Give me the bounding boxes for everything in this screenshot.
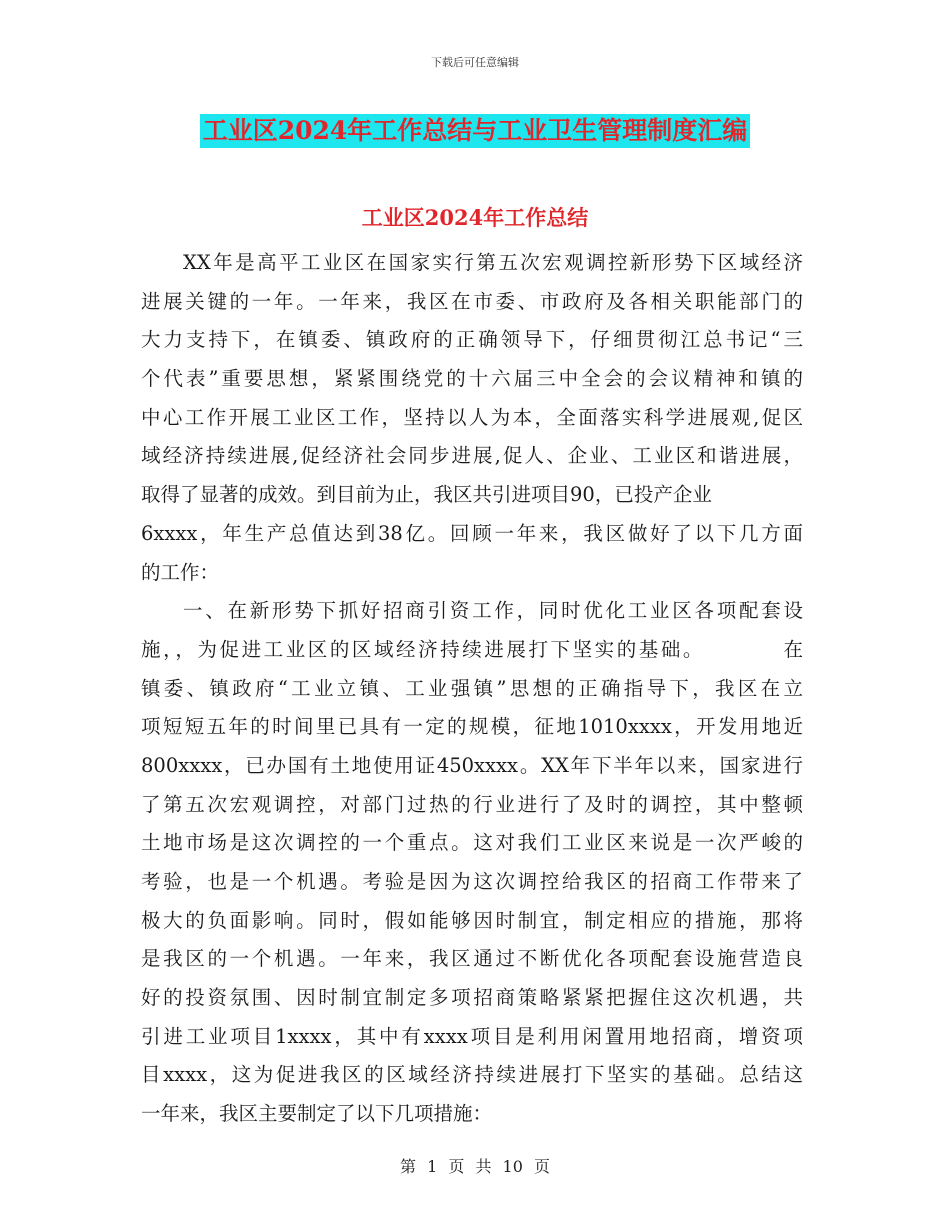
paragraph-line: 引进工业项目1xxxx，其中有xxxx项目是利用闲置用地招商，增资项 — [141, 1024, 803, 1048]
paragraph-line: 800xxxx，已办国有土地使用证450xxxx。XX年下半年以来，国家进行 — [141, 753, 803, 777]
paragraph-line: 大力支持下，在镇委、镇政府的正确领导下，仔细贯彻江总书记“三 — [141, 328, 803, 352]
paragraph-line: 镇委、镇政府“工业立镇、工业强镇”思想的正确指导下，我区在立 — [141, 676, 803, 700]
paragraph-line: 了第五次宏观调控，对部门过热的行业进行了及时的调控，其中整顿 — [141, 792, 803, 816]
paragraph-line: 极大的负面影响。同时，假如能够因时制宜，制定相应的措施，那将 — [141, 908, 803, 932]
paragraph-line: 项短短五年的时间里已具有一定的规模，征地1010xxxx，开发用地近 — [141, 715, 803, 739]
paragraph-line: 的工作： — [141, 560, 220, 584]
paragraph-line: 个代表”重要思想，紧紧围绕党的十六届三中全会的会议精神和镇的 — [141, 367, 803, 391]
body-text — [141, 244, 803, 1134]
paragraph-line: XX年是高平工业区在国家实行第五次宏观调控新形势下区域经济 — [183, 251, 803, 274]
header-note: 下载后可任意编辑 — [431, 56, 519, 69]
paragraph-line: 6xxxx，年生产总值达到38亿。回顾一年来，我区做好了以下几方面 — [141, 521, 803, 545]
paragraph-line: 取得了显著的成效。到目前为止，我区共引进项目90，已投产企业 — [141, 483, 712, 507]
paragraph-line: 一年来，我区主要制定了以下几项措施： — [141, 1102, 493, 1126]
paragraph-line: 好的投资氛围、因时制宜制定多项招商策略紧紧把握住这次机遇，共 — [141, 986, 803, 1010]
paragraph-line: 考验，也是一个机遇。考验是因为这次调控给我区的招商工作带来了 — [141, 870, 803, 893]
paragraph-line: 中心工作开展工业区工作，坚持以人为本，全面落实科学进展观,促区 — [141, 405, 803, 429]
paragraph-line: 施，，为促进工业区的区域经济持续进展打下坚实的基础。 在 — [141, 637, 803, 661]
paragraph-line: 域经济持续进展,促经济社会同步进展,促人、企业、工业区和谐进展， — [141, 444, 803, 468]
paragraph-line: 一、在新形势下抓好招商引资工作，同时优化工业区各项配套设 — [183, 599, 803, 623]
paragraph-line: 进展关键的一年。一年来，我区在市委、市政府及各相关职能部门的 — [141, 289, 803, 313]
document-main-title: 工业区2024年工作总结与工业卫生管理制度汇编 — [200, 114, 751, 148]
main-title-container — [0, 114, 950, 148]
paragraph-line: 是我区的一个机遇。一年来，我区通过不断优化各项配套设施营造良 — [141, 947, 803, 971]
page-number-footer: 第 1 页 共 10 页 — [400, 1157, 550, 1176]
paragraph-line: 土地市场是这次调控的一个重点。这对我们工业区来说是一次严峻的 — [141, 831, 803, 855]
section-title: 工业区2024年工作总结 — [361, 205, 589, 230]
paragraph-line: 目xxxx，这为促进我区的区域经济持续进展打下坚实的基础。总结这 — [141, 1063, 803, 1087]
